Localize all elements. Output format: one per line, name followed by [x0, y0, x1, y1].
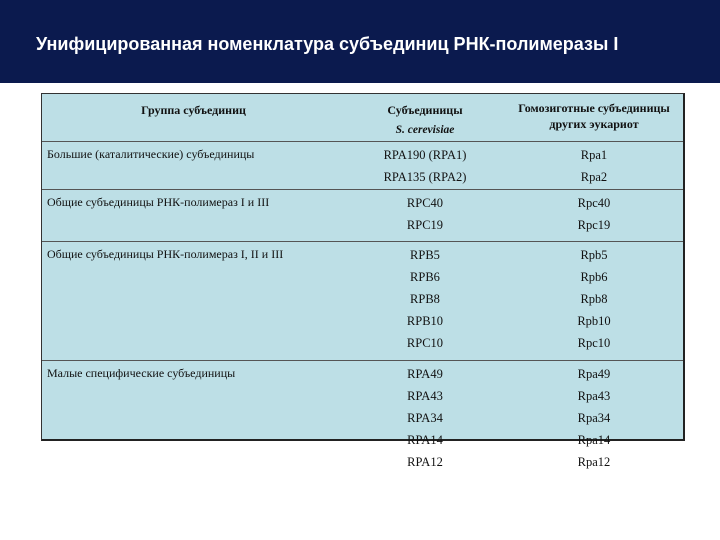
scerevisiae-subunit: RPA49 — [407, 367, 443, 381]
scerevisiae-subunit: RPB8 — [410, 292, 440, 306]
table-row — [42, 142, 683, 190]
eukaryote-subunit: Rpc10 — [577, 336, 611, 350]
eukaryote-subunit: Rpc40 — [577, 196, 611, 210]
scerevisiae-subunits-cell — [345, 361, 505, 474]
eukaryote-subunit: Rpc19 — [577, 218, 611, 232]
eukaryote-subunit: Rpa34 — [577, 411, 611, 425]
eukaryote-subunit: Rpb6 — [580, 270, 608, 284]
scerevisiae-subunit: RPC40 — [406, 196, 444, 210]
scerevisiae-subunits-cell — [345, 190, 505, 242]
slide-title: Унифицированная номенклатура субъединиц РНК-полимеразы I — [0, 0, 720, 83]
header-species: S. cerevisiae — [395, 124, 455, 136]
eukaryote-subunit: Rpa14 — [577, 433, 611, 447]
header-homologs-line2: других эукариот — [549, 117, 639, 131]
eukaryote-subunits-cell — [505, 142, 683, 190]
scerevisiae-subunit: RPA43 — [407, 389, 443, 403]
scerevisiae-subunit: RPB6 — [410, 270, 440, 284]
header-group — [42, 94, 345, 142]
eukaryote-subunit: Rpa43 — [577, 389, 611, 403]
subunit-group-cell: Малые специфические субъединицы — [47, 366, 236, 380]
eukaryote-subunit: Rpb5 — [580, 248, 608, 262]
scerevisiae-subunit: RPC19 — [406, 218, 444, 232]
scerevisiae-subunits-cell — [345, 142, 505, 190]
eukaryote-subunits-cell — [505, 361, 683, 474]
table-row — [42, 361, 683, 474]
eukaryote-subunit: Rpb8 — [580, 292, 608, 306]
eukaryote-subunits-cell — [505, 242, 683, 361]
eukaryote-subunit: Rpb10 — [577, 314, 611, 328]
scerevisiae-subunit: RPA190 (RPA1) — [383, 148, 467, 162]
scerevisiae-subunit: RPC10 — [406, 336, 444, 350]
eukaryote-subunit: Rpa12 — [577, 455, 611, 469]
scerevisiae-subunit: RPA34 — [407, 411, 443, 425]
header-group-label: Группа субъединиц — [141, 103, 246, 117]
header-subunits-label: Субъединицы — [387, 103, 463, 117]
header-subunits — [345, 94, 505, 142]
header-homologs-line1: Гомозиготные субъединицы — [518, 101, 670, 115]
scerevisiae-subunit: RPB10 — [406, 314, 444, 328]
table-row — [42, 242, 683, 361]
scerevisiae-subunit: RPA12 — [407, 455, 443, 469]
eukaryote-subunit: Rpa1 — [580, 148, 608, 162]
eukaryote-subunits-cell — [505, 190, 683, 242]
table-header-row — [42, 94, 683, 142]
header-homologs — [505, 94, 683, 142]
nomenclature-table-container — [41, 93, 685, 469]
scerevisiae-subunit: RPB5 — [410, 248, 440, 262]
table-row — [42, 190, 683, 242]
eukaryote-subunit: Rpa49 — [577, 367, 611, 381]
scerevisiae-subunit: RPA14 — [407, 433, 443, 447]
scerevisiae-subunit: RPA135 (RPA2) — [383, 170, 467, 184]
scerevisiae-subunits-cell — [345, 242, 505, 361]
nomenclature-table — [42, 94, 683, 473]
subunit-group-cell: Большие (каталитические) субъединицы — [42, 142, 345, 190]
eukaryote-subunit: Rpa2 — [580, 170, 608, 184]
subunit-group-cell: Общие субъединицы РНК-полимераз I, II и III — [42, 242, 345, 361]
table-body — [42, 142, 683, 474]
subunit-group-cell: Общие субъединицы РНК-полимераз I и III — [42, 190, 345, 242]
